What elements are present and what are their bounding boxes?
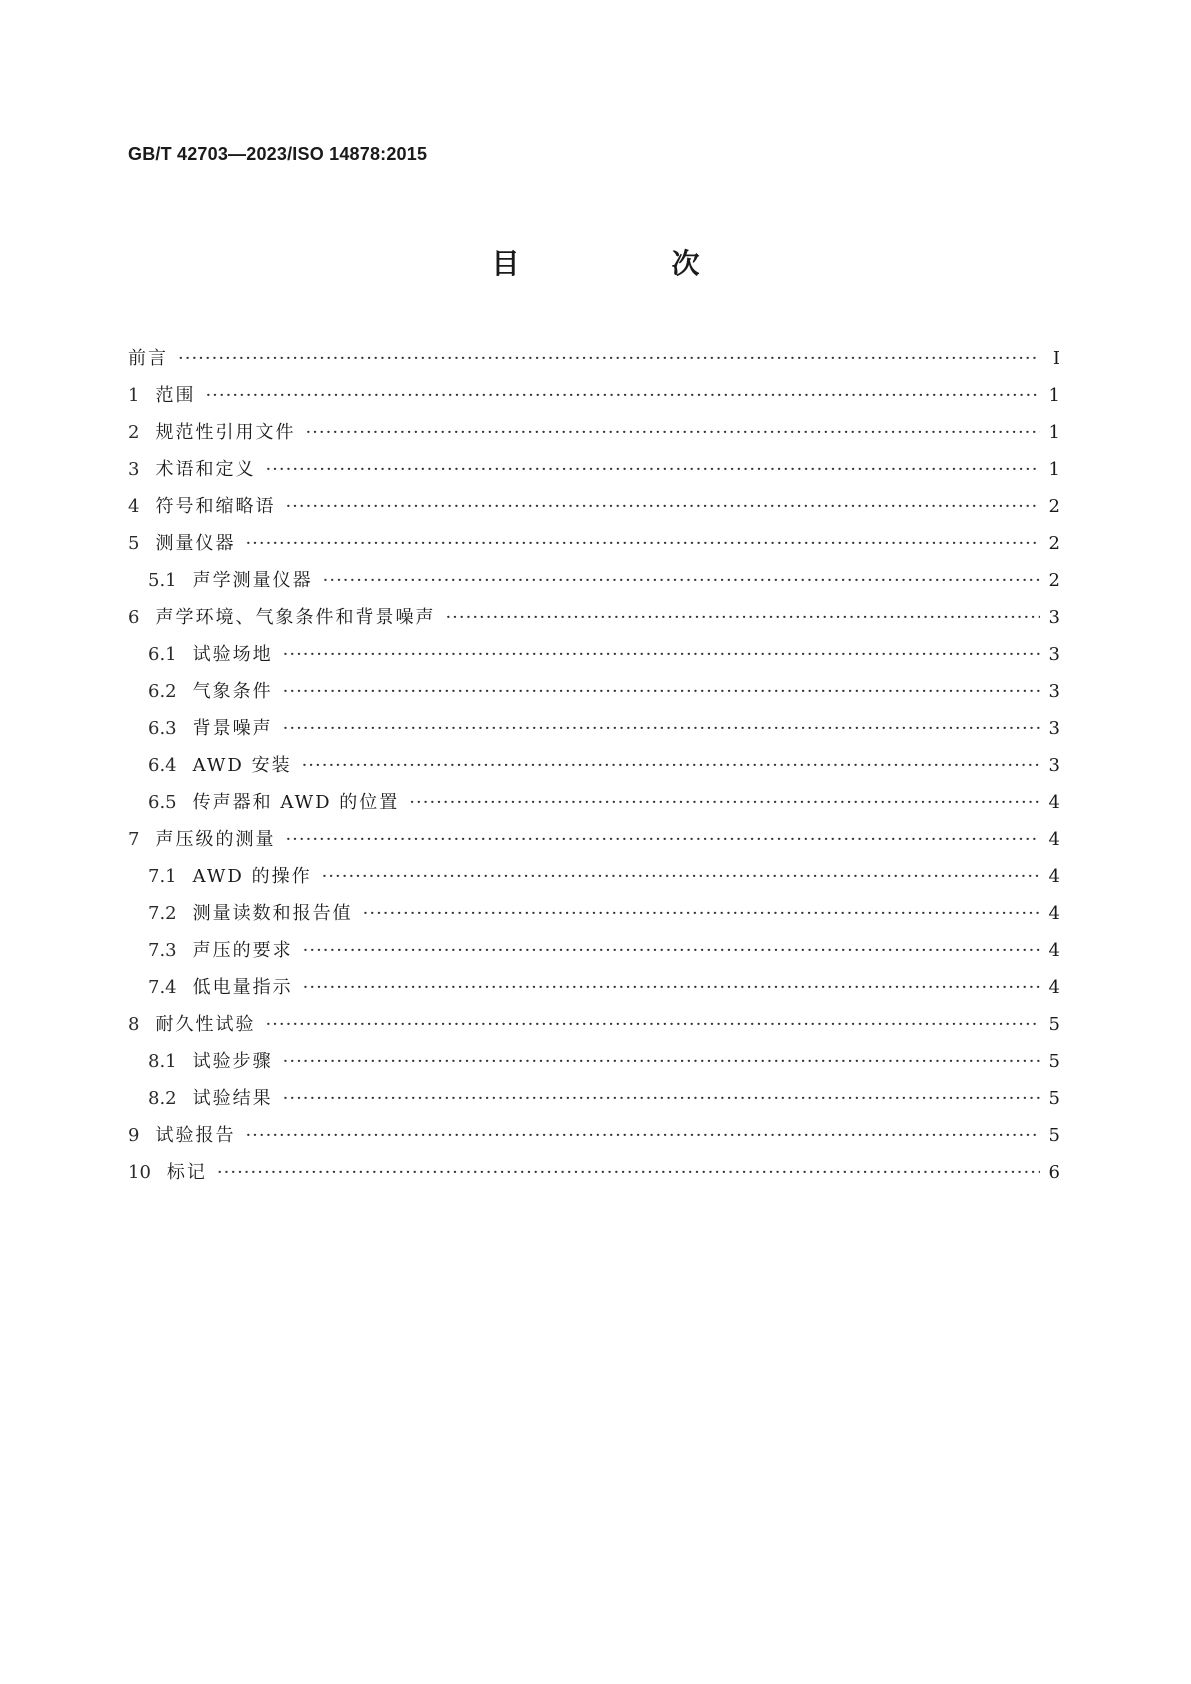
toc-entry-title: 背景噪声 (192, 718, 273, 739)
toc-entry-page: 2 (1048, 533, 1060, 554)
toc-entry-title: 测量读数和报告值 (192, 903, 353, 924)
toc-entry-page: 5 (1048, 1088, 1060, 1109)
toc-entry[interactable] (128, 821, 1060, 858)
toc-entry-page: 6 (1048, 1162, 1060, 1183)
toc-entry-title: 声学测量仪器 (192, 570, 313, 591)
toc-entry-page: 3 (1048, 755, 1060, 776)
toc-entry-number: 8.1 (148, 1051, 177, 1072)
toc-dot-leader (205, 377, 1040, 414)
toc-entry[interactable] (128, 1043, 1060, 1080)
toc-dot-leader (245, 1117, 1040, 1154)
toc-entry-page: 4 (1048, 940, 1060, 961)
toc-entry-title: 试验场地 (192, 644, 273, 665)
toc-entry-page: 3 (1048, 718, 1060, 739)
toc-entry[interactable] (128, 932, 1060, 969)
toc-entry[interactable] (128, 858, 1060, 895)
toc-entry-title: 符号和缩略语 (155, 496, 276, 517)
toc-entry[interactable] (128, 451, 1060, 488)
toc-entry[interactable] (128, 784, 1060, 821)
toc-entry-number: 7.1 (148, 866, 177, 887)
toc-entry[interactable] (128, 414, 1060, 451)
toc-entry[interactable] (128, 340, 1060, 377)
toc-dot-leader (409, 784, 1040, 821)
toc-dot-leader (363, 895, 1040, 932)
toc-entry-page: 3 (1048, 681, 1060, 702)
toc-dot-leader (217, 1154, 1040, 1191)
toc-entry-number: 5 (128, 533, 140, 554)
document-code: GB/T 42703—2023/ISO 14878:2015 (128, 144, 428, 164)
toc-entry[interactable] (128, 710, 1060, 747)
toc-entry-page: 3 (1048, 607, 1060, 628)
toc-entry-title: 低电量指示 (192, 977, 293, 998)
toc-entry-number: 7.3 (148, 940, 177, 961)
toc-entry-title: 耐久性试验 (155, 1014, 256, 1035)
toc-entry-number: 6.3 (148, 718, 177, 739)
toc-dot-leader (305, 414, 1040, 451)
toc-entry[interactable] (128, 562, 1060, 599)
page-title: 目 次 (491, 247, 762, 280)
toc-entry-page: 4 (1048, 829, 1060, 850)
toc-entry-number: 7.2 (148, 903, 177, 924)
toc-entry-page: 4 (1048, 903, 1060, 924)
toc-entry-title: 传声器和 AWD 的位置 (192, 792, 400, 813)
toc-entry-title: AWD 安装 (192, 755, 292, 776)
toc-dot-leader (178, 340, 1040, 377)
toc-entry[interactable] (128, 673, 1060, 710)
toc-entry[interactable] (128, 1006, 1060, 1043)
toc-dot-leader (323, 562, 1040, 599)
toc-dot-leader (303, 932, 1040, 969)
toc-entry-title: 范围 (155, 385, 196, 406)
toc-entry-number: 9 (128, 1125, 140, 1146)
toc-entry-number: 7.4 (148, 977, 177, 998)
toc-entry[interactable] (128, 488, 1060, 525)
toc-entry-title: 标记 (166, 1162, 207, 1183)
table-of-contents (128, 340, 1060, 1191)
toc-entry-number: 6.1 (148, 644, 177, 665)
toc-entry-page: 4 (1048, 792, 1060, 813)
toc-entry[interactable] (128, 377, 1060, 414)
toc-entry[interactable] (128, 747, 1060, 784)
toc-entry-number: 4 (128, 496, 140, 517)
toc-entry-page: 4 (1048, 866, 1060, 887)
toc-entry-number: 6.4 (148, 755, 177, 776)
toc-entry-page: Ⅰ (1052, 348, 1060, 369)
toc-dot-leader (283, 1043, 1040, 1080)
toc-entry-number: 6.2 (148, 681, 177, 702)
toc-entry[interactable] (128, 599, 1060, 636)
toc-dot-leader (283, 1080, 1040, 1117)
toc-entry[interactable] (128, 525, 1060, 562)
toc-entry-page: 3 (1048, 644, 1060, 665)
toc-entry-number: 7 (128, 829, 140, 850)
toc-dot-leader (285, 488, 1040, 525)
toc-entry-number: 5.1 (148, 570, 177, 591)
toc-dot-leader (245, 525, 1040, 562)
toc-entry-number: 6 (128, 607, 140, 628)
toc-dot-leader (283, 710, 1040, 747)
toc-entry-page: 5 (1048, 1125, 1060, 1146)
toc-entry-page: 1 (1048, 422, 1060, 443)
toc-entry-number: 3 (128, 459, 140, 480)
toc-entry-number: 10 (128, 1162, 151, 1183)
toc-entry[interactable] (128, 969, 1060, 1006)
toc-entry-page: 5 (1048, 1014, 1060, 1035)
toc-dot-leader (265, 451, 1040, 488)
toc-dot-leader (265, 1006, 1040, 1043)
toc-entry-title: 声压级的测量 (155, 829, 276, 850)
toc-entry-page: 2 (1048, 570, 1060, 591)
toc-entry[interactable] (128, 1080, 1060, 1117)
toc-entry[interactable] (128, 1154, 1060, 1191)
toc-entry-title: 前言 (128, 348, 168, 369)
toc-entry-title: 声学环境、气象条件和背景噪声 (155, 607, 436, 628)
toc-entry-number: 8.2 (148, 1088, 177, 1109)
toc-entry-page: 1 (1048, 459, 1060, 480)
toc-entry-title: 试验步骤 (192, 1051, 273, 1072)
toc-dot-leader (283, 636, 1040, 673)
toc-dot-leader (303, 969, 1040, 1006)
toc-entry-number: 6.5 (148, 792, 177, 813)
toc-dot-leader (283, 673, 1040, 710)
toc-entry[interactable] (128, 636, 1060, 673)
toc-entry-title: 试验报告 (155, 1125, 236, 1146)
toc-entry-title: 术语和定义 (155, 459, 256, 480)
toc-entry[interactable] (128, 895, 1060, 932)
toc-dot-leader (445, 599, 1040, 636)
toc-entry-number: 2 (128, 422, 140, 443)
toc-dot-leader (322, 858, 1040, 895)
toc-entry-page: 2 (1048, 496, 1060, 517)
toc-entry-page: 4 (1048, 977, 1060, 998)
toc-entry-number: 1 (128, 385, 140, 406)
toc-dot-leader (285, 821, 1040, 858)
toc-entry-title: 规范性引用文件 (155, 422, 296, 443)
toc-entry-title: 气象条件 (192, 681, 273, 702)
toc-entry-title: 声压的要求 (192, 940, 293, 961)
toc-dot-leader (302, 747, 1040, 784)
toc-entry-title: 试验结果 (192, 1088, 273, 1109)
toc-entry-number: 8 (128, 1014, 140, 1035)
toc-entry-title: 测量仪器 (155, 533, 236, 554)
toc-entry-page: 5 (1048, 1051, 1060, 1072)
toc-entry[interactable] (128, 1117, 1060, 1154)
toc-entry-page: 1 (1048, 385, 1060, 406)
toc-entry-title: AWD 的操作 (192, 866, 312, 887)
